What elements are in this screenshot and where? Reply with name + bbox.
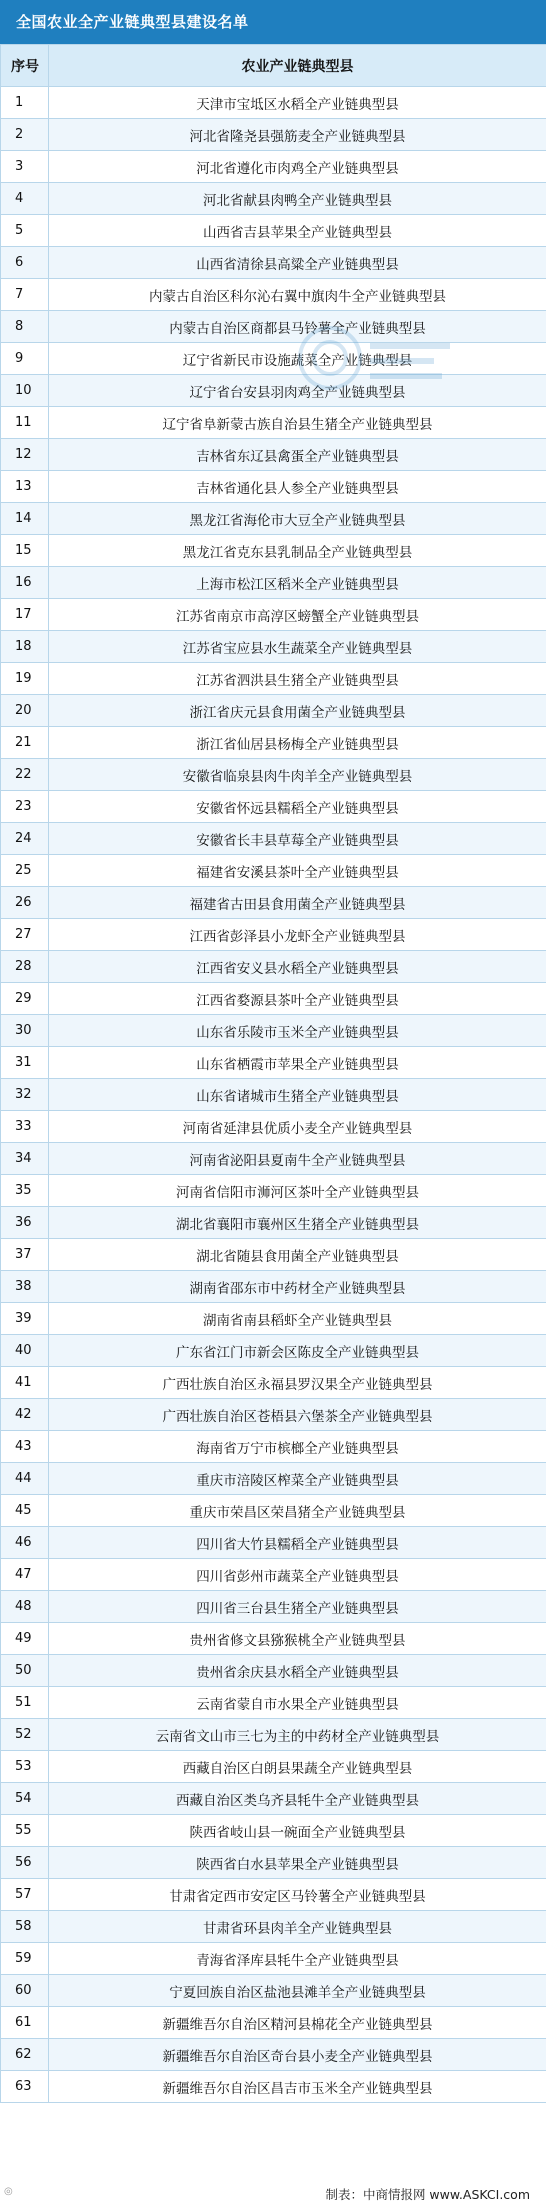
table-row bbox=[1, 1687, 546, 1719]
row-seq: 30 bbox=[1, 1015, 49, 1047]
table-row bbox=[1, 1847, 546, 1879]
table-row bbox=[1, 1399, 546, 1431]
row-county-name: 山东省栖霞市苹果全产业链典型县 bbox=[49, 1047, 546, 1079]
table-row bbox=[1, 567, 546, 599]
table-row bbox=[1, 983, 546, 1015]
row-seq: 10 bbox=[1, 375, 49, 407]
row-county-name: 宁夏回族自治区盐池县滩羊全产业链典型县 bbox=[49, 1975, 546, 2007]
row-seq: 15 bbox=[1, 535, 49, 567]
row-county-name: 河南省泌阳县夏南牛全产业链典型县 bbox=[49, 1143, 546, 1175]
row-county-name: 辽宁省阜新蒙古族自治县生猪全产业链典型县 bbox=[49, 407, 546, 439]
table-row bbox=[1, 759, 546, 791]
row-seq: 43 bbox=[1, 1431, 49, 1463]
row-seq: 5 bbox=[1, 215, 49, 247]
table-header-row bbox=[1, 45, 546, 87]
row-seq: 52 bbox=[1, 1719, 49, 1751]
row-seq: 45 bbox=[1, 1495, 49, 1527]
row-county-name: 山西省吉县苹果全产业链典型县 bbox=[49, 215, 546, 247]
row-seq: 32 bbox=[1, 1079, 49, 1111]
row-county-name: 吉林省通化县人参全产业链典型县 bbox=[49, 471, 546, 503]
row-seq: 41 bbox=[1, 1367, 49, 1399]
row-seq: 61 bbox=[1, 2007, 49, 2039]
row-seq: 20 bbox=[1, 695, 49, 727]
row-seq: 55 bbox=[1, 1815, 49, 1847]
table-row bbox=[1, 791, 546, 823]
table-row bbox=[1, 503, 546, 535]
row-seq: 49 bbox=[1, 1623, 49, 1655]
table-row bbox=[1, 1015, 546, 1047]
row-county-name: 浙江省仙居县杨梅全产业链典型县 bbox=[49, 727, 546, 759]
row-seq: 22 bbox=[1, 759, 49, 791]
row-county-name: 山东省诸城市生猪全产业链典型县 bbox=[49, 1079, 546, 1111]
row-seq: 57 bbox=[1, 1879, 49, 1911]
row-seq: 51 bbox=[1, 1687, 49, 1719]
footer-mark-icon: ◎ bbox=[4, 2186, 13, 2197]
row-county-name: 贵州省修文县猕猴桃全产业链典型县 bbox=[49, 1623, 546, 1655]
row-seq: 53 bbox=[1, 1751, 49, 1783]
row-seq: 44 bbox=[1, 1463, 49, 1495]
row-seq: 19 bbox=[1, 663, 49, 695]
row-county-name: 四川省大竹县糯稻全产业链典型县 bbox=[49, 1527, 546, 1559]
row-seq: 3 bbox=[1, 151, 49, 183]
table-row bbox=[1, 695, 546, 727]
row-county-name: 新疆维吾尔自治区昌吉市玉米全产业链典型县 bbox=[49, 2071, 546, 2103]
table-row bbox=[1, 1111, 546, 1143]
table-row bbox=[1, 1943, 546, 1975]
row-county-name: 重庆市荣昌区荣昌猪全产业链典型县 bbox=[49, 1495, 546, 1527]
table-row bbox=[1, 1719, 546, 1751]
row-seq: 48 bbox=[1, 1591, 49, 1623]
row-county-name: 甘肃省定西市安定区马铃薯全产业链典型县 bbox=[49, 1879, 546, 1911]
table-row bbox=[1, 1591, 546, 1623]
row-seq: 60 bbox=[1, 1975, 49, 2007]
row-seq: 4 bbox=[1, 183, 49, 215]
table-row bbox=[1, 1751, 546, 1783]
row-county-name: 西藏自治区类乌齐县牦牛全产业链典型县 bbox=[49, 1783, 546, 1815]
table-row bbox=[1, 1975, 546, 2007]
row-county-name: 内蒙古自治区商都县马铃薯全产业链典型县 bbox=[49, 311, 546, 343]
row-county-name: 黑龙江省海伦市大豆全产业链典型县 bbox=[49, 503, 546, 535]
row-county-name: 重庆市涪陵区榨菜全产业链典型县 bbox=[49, 1463, 546, 1495]
row-seq: 36 bbox=[1, 1207, 49, 1239]
row-seq: 63 bbox=[1, 2071, 49, 2103]
table-row bbox=[1, 887, 546, 919]
row-county-name: 江西省安义县水稻全产业链典型县 bbox=[49, 951, 546, 983]
row-seq: 35 bbox=[1, 1175, 49, 1207]
table-row bbox=[1, 1335, 546, 1367]
row-seq: 33 bbox=[1, 1111, 49, 1143]
table-row bbox=[1, 855, 546, 887]
row-county-name: 海南省万宁市槟榔全产业链典型县 bbox=[49, 1431, 546, 1463]
row-county-name: 河南省信阳市浉河区茶叶全产业链典型县 bbox=[49, 1175, 546, 1207]
row-seq: 17 bbox=[1, 599, 49, 631]
row-county-name: 福建省安溪县茶叶全产业链典型县 bbox=[49, 855, 546, 887]
table-row bbox=[1, 215, 546, 247]
table-row bbox=[1, 407, 546, 439]
row-seq: 13 bbox=[1, 471, 49, 503]
row-seq: 54 bbox=[1, 1783, 49, 1815]
row-seq: 9 bbox=[1, 343, 49, 375]
table-row bbox=[1, 1175, 546, 1207]
row-seq: 39 bbox=[1, 1303, 49, 1335]
row-county-name: 青海省泽库县牦牛全产业链典型县 bbox=[49, 1943, 546, 1975]
table-row bbox=[1, 2039, 546, 2071]
row-county-name: 广西壮族自治区永福县罗汉果全产业链典型县 bbox=[49, 1367, 546, 1399]
row-seq: 34 bbox=[1, 1143, 49, 1175]
table-row bbox=[1, 823, 546, 855]
row-seq: 59 bbox=[1, 1943, 49, 1975]
row-county-name: 安徽省临泉县肉牛肉羊全产业链典型县 bbox=[49, 759, 546, 791]
table-row bbox=[1, 119, 546, 151]
row-seq: 50 bbox=[1, 1655, 49, 1687]
row-county-name: 江西省婺源县茶叶全产业链典型县 bbox=[49, 983, 546, 1015]
row-county-name: 辽宁省新民市设施蔬菜全产业链典型县 bbox=[49, 343, 546, 375]
table-row bbox=[1, 1911, 546, 1943]
table-row bbox=[1, 919, 546, 951]
row-county-name: 广东省江门市新会区陈皮全产业链典型县 bbox=[49, 1335, 546, 1367]
row-seq: 14 bbox=[1, 503, 49, 535]
row-county-name: 山西省清徐县高粱全产业链典型县 bbox=[49, 247, 546, 279]
row-county-name: 湖北省襄阳市襄州区生猪全产业链典型县 bbox=[49, 1207, 546, 1239]
table-row bbox=[1, 631, 546, 663]
table-row bbox=[1, 1879, 546, 1911]
row-county-name: 云南省蒙自市水果全产业链典型县 bbox=[49, 1687, 546, 1719]
table-row bbox=[1, 1463, 546, 1495]
row-county-name: 甘肃省环县肉羊全产业链典型县 bbox=[49, 1911, 546, 1943]
row-county-name: 湖北省随县食用菌全产业链典型县 bbox=[49, 1239, 546, 1271]
row-county-name: 吉林省东辽县禽蛋全产业链典型县 bbox=[49, 439, 546, 471]
table-row bbox=[1, 151, 546, 183]
table-row bbox=[1, 1655, 546, 1687]
row-county-name: 河北省遵化市肉鸡全产业链典型县 bbox=[49, 151, 546, 183]
row-seq: 29 bbox=[1, 983, 49, 1015]
row-county-name: 湖南省邵东市中药材全产业链典型县 bbox=[49, 1271, 546, 1303]
row-seq: 21 bbox=[1, 727, 49, 759]
table-row bbox=[1, 311, 546, 343]
table-row bbox=[1, 1207, 546, 1239]
row-seq: 25 bbox=[1, 855, 49, 887]
table-row bbox=[1, 439, 546, 471]
table-row bbox=[1, 247, 546, 279]
row-seq: 12 bbox=[1, 439, 49, 471]
table-row bbox=[1, 1559, 546, 1591]
row-county-name: 新疆维吾尔自治区精河县棉花全产业链典型县 bbox=[49, 2007, 546, 2039]
row-seq: 8 bbox=[1, 311, 49, 343]
row-county-name: 上海市松江区稻米全产业链典型县 bbox=[49, 567, 546, 599]
table-row bbox=[1, 1783, 546, 1815]
row-seq: 38 bbox=[1, 1271, 49, 1303]
row-seq: 16 bbox=[1, 567, 49, 599]
table-row bbox=[1, 1143, 546, 1175]
row-seq: 6 bbox=[1, 247, 49, 279]
table-row bbox=[1, 1815, 546, 1847]
table-body bbox=[1, 87, 546, 2103]
row-seq: 37 bbox=[1, 1239, 49, 1271]
footer bbox=[0, 2180, 546, 2207]
table-row bbox=[1, 535, 546, 567]
table-row bbox=[1, 1431, 546, 1463]
table-row bbox=[1, 663, 546, 695]
row-county-name: 陕西省岐山县一碗面全产业链典型县 bbox=[49, 1815, 546, 1847]
table-row bbox=[1, 951, 546, 983]
row-seq: 2 bbox=[1, 119, 49, 151]
table-row bbox=[1, 183, 546, 215]
page-title: 全国农业全产业链典型县建设名单 bbox=[0, 0, 546, 44]
table-container bbox=[0, 44, 546, 2103]
row-county-name: 陕西省白水县苹果全产业链典型县 bbox=[49, 1847, 546, 1879]
row-county-name: 河北省隆尧县强筋麦全产业链典型县 bbox=[49, 119, 546, 151]
row-seq: 18 bbox=[1, 631, 49, 663]
row-county-name: 辽宁省台安县羽肉鸡全产业链典型县 bbox=[49, 375, 546, 407]
row-seq: 28 bbox=[1, 951, 49, 983]
row-seq: 27 bbox=[1, 919, 49, 951]
table-row bbox=[1, 1527, 546, 1559]
row-county-name: 河北省献县肉鸭全产业链典型县 bbox=[49, 183, 546, 215]
row-seq: 62 bbox=[1, 2039, 49, 2071]
row-county-name: 山东省乐陵市玉米全产业链典型县 bbox=[49, 1015, 546, 1047]
row-county-name: 新疆维吾尔自治区奇台县小麦全产业链典型县 bbox=[49, 2039, 546, 2071]
row-seq: 23 bbox=[1, 791, 49, 823]
row-county-name: 黑龙江省克东县乳制品全产业链典型县 bbox=[49, 535, 546, 567]
table-row bbox=[1, 1047, 546, 1079]
county-table bbox=[0, 44, 546, 2103]
row-seq: 31 bbox=[1, 1047, 49, 1079]
table-row bbox=[1, 1303, 546, 1335]
row-county-name: 湖南省南县稻虾全产业链典型县 bbox=[49, 1303, 546, 1335]
row-county-name: 江西省彭泽县小龙虾全产业链典型县 bbox=[49, 919, 546, 951]
row-seq: 42 bbox=[1, 1399, 49, 1431]
row-county-name: 安徽省怀远县糯稻全产业链典型县 bbox=[49, 791, 546, 823]
table-row bbox=[1, 1239, 546, 1271]
row-county-name: 云南省文山市三七为主的中药材全产业链典型县 bbox=[49, 1719, 546, 1751]
table-row bbox=[1, 471, 546, 503]
header-name: 农业产业链典型县 bbox=[49, 45, 546, 87]
table-row bbox=[1, 1495, 546, 1527]
row-county-name: 内蒙古自治区科尔沁右翼中旗肉牛全产业链典型县 bbox=[49, 279, 546, 311]
row-county-name: 广西壮族自治区苍梧县六堡茶全产业链典型县 bbox=[49, 1399, 546, 1431]
table-row bbox=[1, 1271, 546, 1303]
row-county-name: 西藏自治区白朗县果蔬全产业链典型县 bbox=[49, 1751, 546, 1783]
row-county-name: 江苏省南京市高淳区螃蟹全产业链典型县 bbox=[49, 599, 546, 631]
row-seq: 46 bbox=[1, 1527, 49, 1559]
row-seq: 58 bbox=[1, 1911, 49, 1943]
table-row bbox=[1, 343, 546, 375]
row-seq: 26 bbox=[1, 887, 49, 919]
row-county-name: 贵州省余庆县水稻全产业链典型县 bbox=[49, 1655, 546, 1687]
row-county-name: 河南省延津县优质小麦全产业链典型县 bbox=[49, 1111, 546, 1143]
table-row bbox=[1, 727, 546, 759]
table-row bbox=[1, 1623, 546, 1655]
row-seq: 24 bbox=[1, 823, 49, 855]
row-county-name: 江苏省泗洪县生猪全产业链典型县 bbox=[49, 663, 546, 695]
header-seq: 序号 bbox=[1, 45, 49, 87]
footer-source: 制表：中商情报网 www.ASKCI.com bbox=[325, 2187, 530, 2202]
row-county-name: 福建省古田县食用菌全产业链典型县 bbox=[49, 887, 546, 919]
row-county-name: 天津市宝坻区水稻全产业链典型县 bbox=[49, 87, 546, 119]
table-row bbox=[1, 1079, 546, 1111]
row-county-name: 江苏省宝应县水生蔬菜全产业链典型县 bbox=[49, 631, 546, 663]
row-county-name: 浙江省庆元县食用菌全产业链典型县 bbox=[49, 695, 546, 727]
row-seq: 47 bbox=[1, 1559, 49, 1591]
table-row bbox=[1, 1367, 546, 1399]
row-county-name: 四川省三台县生猪全产业链典型县 bbox=[49, 1591, 546, 1623]
row-seq: 7 bbox=[1, 279, 49, 311]
row-county-name: 四川省彭州市蔬菜全产业链典型县 bbox=[49, 1559, 546, 1591]
row-county-name: 安徽省长丰县草莓全产业链典型县 bbox=[49, 823, 546, 855]
table-row bbox=[1, 2007, 546, 2039]
table-row bbox=[1, 279, 546, 311]
table-row bbox=[1, 2071, 546, 2103]
row-seq: 1 bbox=[1, 87, 49, 119]
table-row bbox=[1, 599, 546, 631]
row-seq: 11 bbox=[1, 407, 49, 439]
table-row bbox=[1, 375, 546, 407]
table-row bbox=[1, 87, 546, 119]
row-seq: 40 bbox=[1, 1335, 49, 1367]
row-seq: 56 bbox=[1, 1847, 49, 1879]
